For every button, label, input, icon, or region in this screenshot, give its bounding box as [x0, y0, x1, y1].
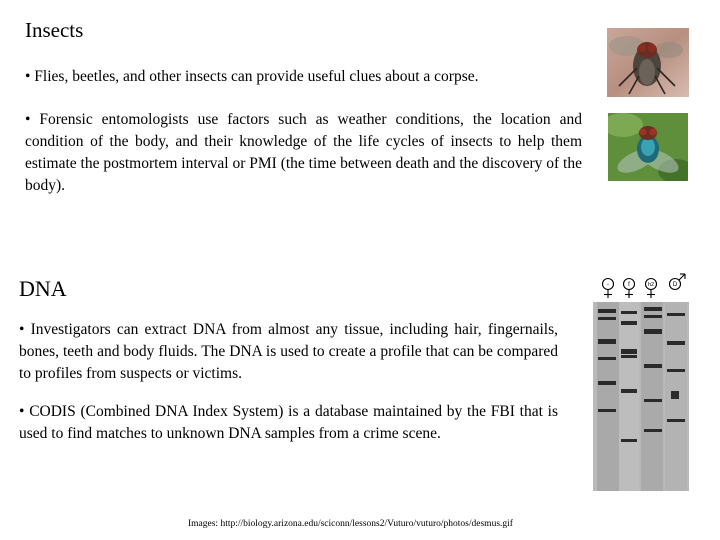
dna-title: DNA [19, 276, 67, 301]
insects-bullet-2: • Forensic entomologists use factors such as weather conditions, the location and condition of the body, and their knowledge of the life cycles of insects to help them estimate the postmortem interval or PMI (the time between death and the discovery of the body). [25, 111, 582, 194]
gel-lane-label-1: - [607, 282, 609, 288]
dna-bullet-2: • CODIS (Combined DNA Index System) is a database maintained by the FBI that is used to find matches to unknown DNA samples from a crime scene. [19, 403, 558, 442]
insects-title: Insects [25, 18, 84, 42]
dna-bullet-1: • Investigators can extract DNA from almost any tissue, including hair, fingernails, bones, teeth and body fluids. The DNA is used to create a profile that can be compared to profiles from suspects or victims. [19, 321, 558, 382]
insects-bullet-1: • Flies, beetles, and other insects can provide useful clues about a corpse. [25, 68, 479, 85]
gel-lane-label-4: D [672, 282, 678, 288]
gel-lane-label-2: f [628, 282, 630, 288]
gel-lane-label-3: h2 [647, 282, 655, 288]
image-credit: Images: http://biology.arizona.edu/sciconn/lessons2/Vuturo/vuturo/photos/desmus.gif [188, 519, 513, 529]
housefly-photo [607, 28, 689, 97]
dna-gel-image [591, 269, 691, 491]
blowfly-photo [608, 113, 688, 181]
